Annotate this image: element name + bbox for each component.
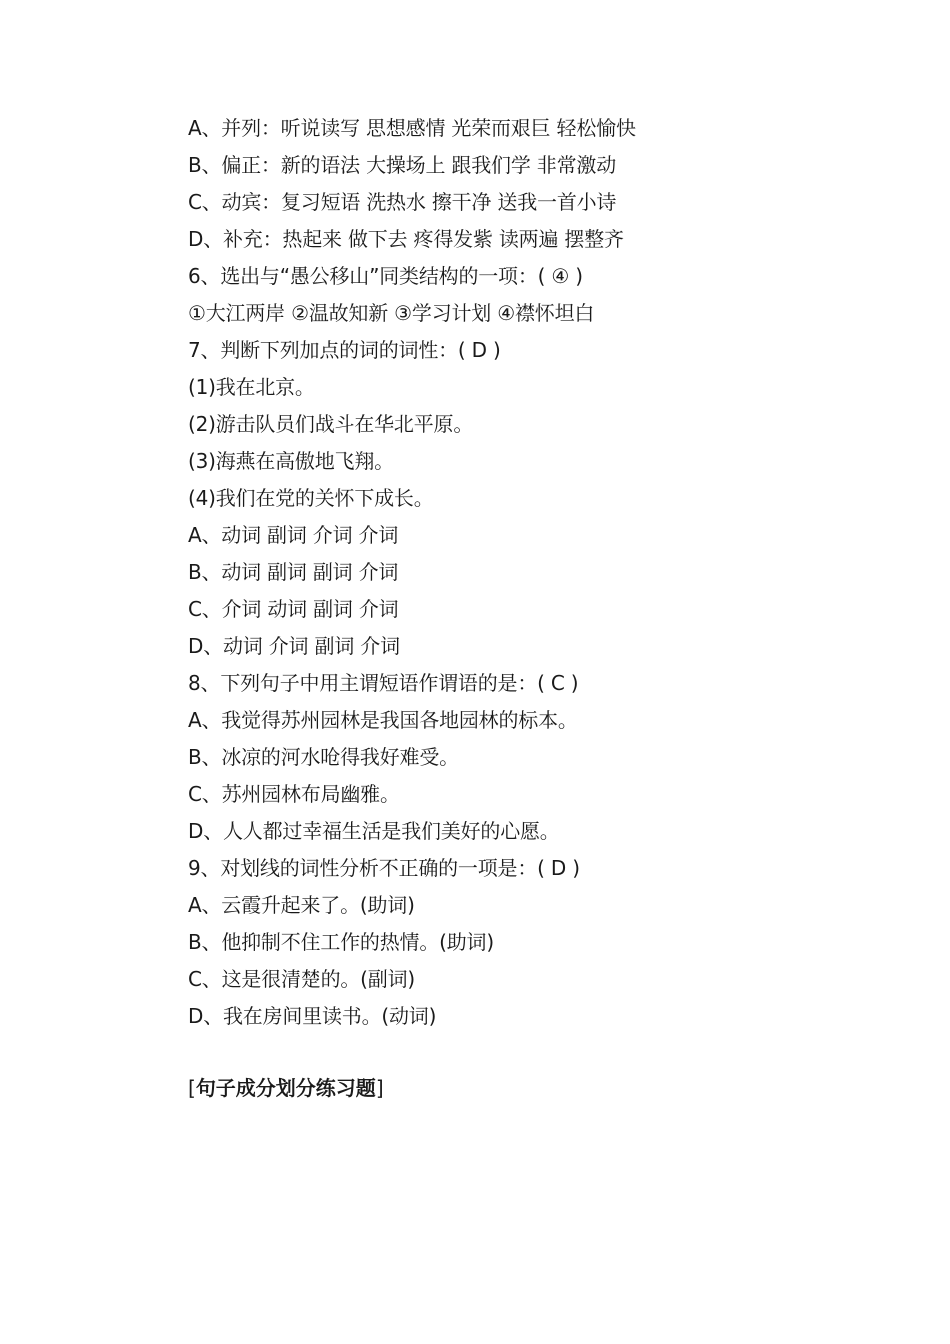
option-line: D、我在房间里读书。(动词): [188, 1004, 437, 1028]
option-line: D、人人都过幸福生活是我们美好的心愿。: [188, 819, 560, 843]
option-line: C、这是很清楚的。(副词): [188, 967, 415, 991]
text-line: (3)海燕在高傲地飞翔。: [188, 449, 394, 473]
text-line: B、偏正：新的语法 大操场上 跟我们学 非常激动: [188, 153, 616, 177]
document-body: [188, 110, 868, 1035]
option-line: B、他抑制不住工作的热情。(助词): [188, 930, 494, 954]
heading-title: 句子成分划分练习题: [195, 1076, 376, 1100]
question-7: 7、判断下列加点的词的词性：( D ): [188, 338, 501, 362]
option-line: B、动词 副词 副词 介词: [188, 560, 399, 584]
heading-bracket-open: [: [188, 1076, 196, 1100]
question-6-options: ①大江两岸 ②温故知新 ③学习计划 ④襟怀坦白: [188, 301, 595, 325]
question-6: 6、选出与“愚公移山”同类结构的一项：( ④ ): [188, 264, 583, 288]
option-line: B、冰凉的河水呛得我好难受。: [188, 745, 459, 769]
text-line: A、并列：听说读写 思想感情 光荣而艰巨 轻松愉快: [188, 116, 636, 140]
option-line: A、我觉得苏州园林是我国各地园林的标本。: [188, 708, 578, 732]
heading-bracket-close: ]: [375, 1076, 384, 1100]
text-line: C、动宾：复习短语 洗热水 擦干净 送我一首小诗: [188, 190, 617, 214]
question-8: 8、下列句子中用主谓短语作谓语的是：( C ): [188, 671, 579, 695]
text-line: (4)我们在党的关怀下成长。: [188, 486, 434, 510]
text-line: (2)游击队员们战斗在华北平原。: [188, 412, 474, 436]
question-9: 9、对划线的词性分析不正确的一项是：( D ): [188, 856, 580, 880]
option-line: C、介词 动词 副词 介词: [188, 597, 399, 621]
option-line: D、动词 介词 副词 介词: [188, 634, 400, 658]
option-line: A、动词 副词 介词 介词: [188, 523, 399, 547]
option-line: C、苏州园林布局幽雅。: [188, 782, 400, 806]
text-line: D、补充：热起来 做下去 疼得发紫 读两遍 摆整齐: [188, 227, 624, 251]
section-heading: [188, 1070, 384, 1107]
option-line: A、云霞升起来了。(助词): [188, 893, 415, 917]
text-line: (1)我在北京。: [188, 375, 315, 399]
